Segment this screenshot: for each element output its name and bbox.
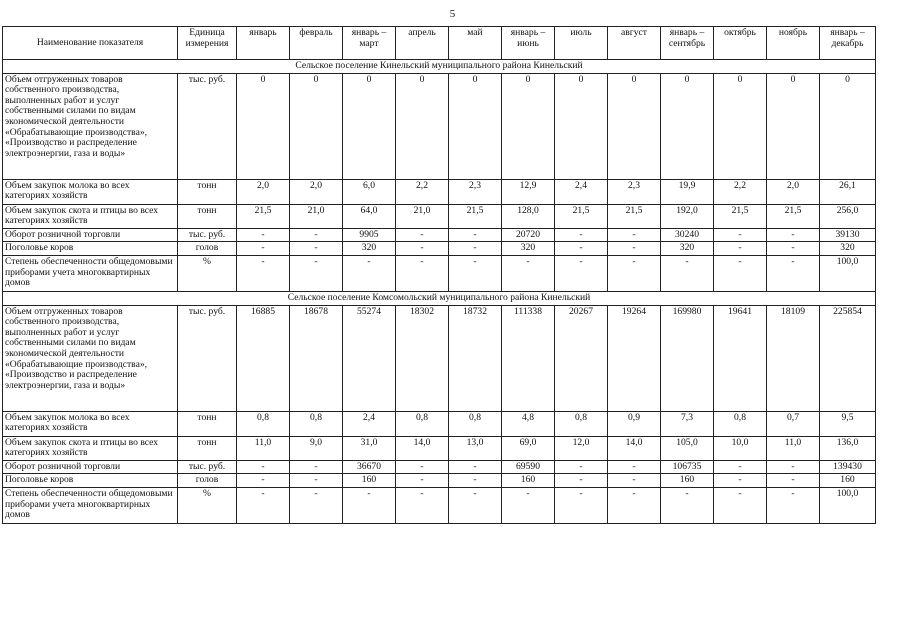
value-cell: 100,0 — [820, 255, 876, 291]
value-cell: - — [290, 242, 343, 256]
value-cell: 9,0 — [290, 436, 343, 460]
value-cell: 111338 — [502, 305, 555, 411]
value-cell: 0 — [714, 73, 767, 179]
value-cell: 0,8 — [290, 411, 343, 436]
value-cell: 18302 — [396, 305, 449, 411]
value-cell: 10,0 — [714, 436, 767, 460]
value-cell: - — [608, 460, 661, 474]
value-cell: 160 — [820, 474, 876, 488]
page-number: 5 — [449, 8, 456, 20]
value-cell: 0 — [608, 73, 661, 179]
value-cell: 2,2 — [714, 179, 767, 204]
indicator-unit: тонн — [178, 204, 237, 228]
indicator-unit: голов — [178, 474, 237, 488]
value-cell: - — [449, 487, 502, 523]
value-cell: 0 — [767, 73, 820, 179]
table-row — [3, 436, 876, 460]
value-cell: 100,0 — [820, 487, 876, 523]
value-cell: 21,5 — [555, 204, 608, 228]
value-cell: 18678 — [290, 305, 343, 411]
value-cell: - — [290, 460, 343, 474]
table-row — [3, 242, 876, 256]
indicator-unit: % — [178, 487, 237, 523]
value-cell: - — [714, 242, 767, 256]
value-cell: - — [237, 242, 290, 256]
indicator-name: Объем закупок молока во всех категориях хозяйств — [3, 179, 178, 204]
value-cell: - — [449, 255, 502, 291]
value-cell: - — [449, 228, 502, 242]
value-cell: - — [396, 487, 449, 523]
value-cell: - — [290, 255, 343, 291]
value-cell: 169980 — [661, 305, 714, 411]
value-cell: 16885 — [237, 305, 290, 411]
value-cell: - — [555, 255, 608, 291]
value-cell: 4,8 — [502, 411, 555, 436]
header-name: Наименование показателя — [3, 27, 178, 60]
value-cell: - — [237, 474, 290, 488]
value-cell: 11,0 — [237, 436, 290, 460]
value-cell: - — [767, 474, 820, 488]
value-cell: 11,0 — [767, 436, 820, 460]
indicator-name: Объем отгруженных товаров собственного производства, выполненных работ и услуг собственными силами по видам экономической деятельности «Обрабатывающие производства», «Производство и распределение электроэнергии, газа и воды» — [3, 305, 178, 411]
value-cell: 19,9 — [661, 179, 714, 204]
value-cell: 0,8 — [449, 411, 502, 436]
value-cell: - — [290, 474, 343, 488]
value-cell: 160 — [343, 474, 396, 488]
value-cell: 13,0 — [449, 436, 502, 460]
value-cell: 21,5 — [237, 204, 290, 228]
value-cell: - — [714, 474, 767, 488]
header-month: апрель — [396, 27, 449, 60]
indicator-name: Поголовье коров — [3, 474, 178, 488]
value-cell: - — [237, 228, 290, 242]
header-month: октябрь — [714, 27, 767, 60]
value-cell: 20720 — [502, 228, 555, 242]
value-cell: 2,4 — [555, 179, 608, 204]
header-month: январь – март — [343, 27, 396, 60]
value-cell: - — [608, 242, 661, 256]
header-month: январь – декабрь — [820, 27, 876, 60]
value-cell: - — [767, 242, 820, 256]
value-cell: - — [767, 460, 820, 474]
header-month: февраль — [290, 27, 343, 60]
value-cell: 0 — [343, 73, 396, 179]
value-cell: 0 — [237, 73, 290, 179]
value-cell: - — [237, 255, 290, 291]
value-cell: - — [555, 474, 608, 488]
indicator-name: Объем закупок скота и птицы во всех категориях хозяйств — [3, 204, 178, 228]
value-cell: - — [714, 255, 767, 291]
value-cell: - — [555, 487, 608, 523]
value-cell: 160 — [661, 474, 714, 488]
value-cell: 0,8 — [714, 411, 767, 436]
value-cell: - — [714, 228, 767, 242]
value-cell: 55274 — [343, 305, 396, 411]
value-cell: - — [608, 228, 661, 242]
value-cell: 12,0 — [555, 436, 608, 460]
header-month: май — [449, 27, 502, 60]
value-cell: - — [396, 474, 449, 488]
value-cell: 0,7 — [767, 411, 820, 436]
value-cell: - — [608, 255, 661, 291]
value-cell: - — [290, 487, 343, 523]
indicator-unit: % — [178, 255, 237, 291]
table-row — [3, 255, 876, 291]
value-cell: - — [343, 255, 396, 291]
indicator-unit: тонн — [178, 436, 237, 460]
value-cell: - — [767, 487, 820, 523]
indicator-name: Поголовье коров — [3, 242, 178, 256]
value-cell: 18109 — [767, 305, 820, 411]
value-cell: 2,4 — [343, 411, 396, 436]
value-cell: 128,0 — [502, 204, 555, 228]
value-cell: 0 — [555, 73, 608, 179]
table-row — [3, 460, 876, 474]
value-cell: 320 — [661, 242, 714, 256]
value-cell: 9905 — [343, 228, 396, 242]
value-cell: - — [396, 242, 449, 256]
value-cell: - — [661, 487, 714, 523]
indicator-name: Объем отгруженных товаров собственного производства, выполненных работ и услуг собственными силами по видам экономической деятельности «Обрабатывающие производства», «Производство и распределение электроэнергии, газа и воды» — [3, 73, 178, 179]
value-cell: 0 — [449, 73, 502, 179]
value-cell: 320 — [502, 242, 555, 256]
value-cell: 225854 — [820, 305, 876, 411]
indicator-name: Объем закупок молока во всех категориях хозяйств — [3, 411, 178, 436]
table-row — [3, 179, 876, 204]
table-row — [3, 474, 876, 488]
value-cell: 0 — [820, 73, 876, 179]
value-cell: 7,3 — [661, 411, 714, 436]
value-cell: 69590 — [502, 460, 555, 474]
value-cell: - — [502, 255, 555, 291]
value-cell: 2,0 — [290, 179, 343, 204]
indicator-name: Объем закупок скота и птицы во всех категориях хозяйств — [3, 436, 178, 460]
value-cell: - — [608, 487, 661, 523]
value-cell: 21,0 — [290, 204, 343, 228]
value-cell: 9,5 — [820, 411, 876, 436]
value-cell: 320 — [820, 242, 876, 256]
header-month: ноябрь — [767, 27, 820, 60]
value-cell: - — [714, 487, 767, 523]
value-cell: 12,9 — [502, 179, 555, 204]
value-cell: 21,5 — [449, 204, 502, 228]
value-cell: 69,0 — [502, 436, 555, 460]
value-cell: - — [555, 242, 608, 256]
indicator-unit: тонн — [178, 179, 237, 204]
value-cell: 30240 — [661, 228, 714, 242]
value-cell: 192,0 — [661, 204, 714, 228]
section-title: Сельское поселение Комсомольский муниципального района Кинельский — [3, 291, 876, 305]
value-cell: 256,0 — [820, 204, 876, 228]
table-row — [3, 305, 876, 411]
value-cell: - — [396, 228, 449, 242]
value-cell: 21,5 — [767, 204, 820, 228]
value-cell: 0,8 — [396, 411, 449, 436]
value-cell: - — [608, 474, 661, 488]
value-cell: - — [555, 228, 608, 242]
indicators-table — [2, 26, 876, 524]
value-cell: 64,0 — [343, 204, 396, 228]
value-cell: 0,9 — [608, 411, 661, 436]
value-cell: 2,0 — [767, 179, 820, 204]
value-cell: 0,8 — [555, 411, 608, 436]
section-header-row — [3, 60, 876, 74]
value-cell: - — [767, 255, 820, 291]
value-cell: - — [396, 460, 449, 474]
value-cell: 21,5 — [608, 204, 661, 228]
value-cell: 39130 — [820, 228, 876, 242]
section-header-row — [3, 291, 876, 305]
value-cell: 160 — [502, 474, 555, 488]
value-cell: 6,0 — [343, 179, 396, 204]
value-cell: 320 — [343, 242, 396, 256]
value-cell: 136,0 — [820, 436, 876, 460]
table-row — [3, 411, 876, 436]
indicator-unit: тонн — [178, 411, 237, 436]
table-row — [3, 487, 876, 523]
value-cell: 14,0 — [396, 436, 449, 460]
value-cell: 0 — [502, 73, 555, 179]
value-cell: 18732 — [449, 305, 502, 411]
table-row — [3, 73, 876, 179]
value-cell: 139430 — [820, 460, 876, 474]
header-month: август — [608, 27, 661, 60]
value-cell: 2,2 — [396, 179, 449, 204]
header-month: июль — [555, 27, 608, 60]
value-cell: - — [343, 487, 396, 523]
value-cell: - — [449, 474, 502, 488]
value-cell: 106735 — [661, 460, 714, 474]
value-cell: - — [714, 460, 767, 474]
value-cell: 36670 — [343, 460, 396, 474]
value-cell: 2,3 — [449, 179, 502, 204]
value-cell: - — [396, 255, 449, 291]
value-cell: 21,0 — [396, 204, 449, 228]
value-cell: 2,3 — [608, 179, 661, 204]
value-cell: 21,5 — [714, 204, 767, 228]
indicator-unit: тыс. руб. — [178, 460, 237, 474]
section-title: Сельское поселение Кинельский муниципального района Кинельский — [3, 60, 876, 74]
header-month: январь – сентябрь — [661, 27, 714, 60]
value-cell: - — [767, 228, 820, 242]
value-cell: 19641 — [714, 305, 767, 411]
indicator-unit: тыс. руб. — [178, 305, 237, 411]
value-cell: - — [555, 460, 608, 474]
value-cell: 31,0 — [343, 436, 396, 460]
value-cell: - — [237, 487, 290, 523]
value-cell: - — [237, 460, 290, 474]
table-row — [3, 228, 876, 242]
value-cell: 19264 — [608, 305, 661, 411]
value-cell: 26,1 — [820, 179, 876, 204]
value-cell: 0 — [661, 73, 714, 179]
indicator-unit: тыс. руб. — [178, 228, 237, 242]
header-unit: Единица измерения — [178, 27, 237, 60]
table-row — [3, 204, 876, 228]
indicator-name: Оборот розничной торговли — [3, 228, 178, 242]
value-cell: - — [449, 242, 502, 256]
indicator-name: Степень обеспеченности общедомовыми приборами учета многоквартирных домов — [3, 255, 178, 291]
value-cell: 14,0 — [608, 436, 661, 460]
header-month: январь – июнь — [502, 27, 555, 60]
indicator-name: Степень обеспеченности общедомовыми приборами учета многоквартирных домов — [3, 487, 178, 523]
indicator-name: Оборот розничной торговли — [3, 460, 178, 474]
value-cell: - — [449, 460, 502, 474]
header-row — [3, 27, 876, 60]
value-cell: 2,0 — [237, 179, 290, 204]
indicator-unit: тыс. руб. — [178, 73, 237, 179]
value-cell: - — [502, 487, 555, 523]
header-month: январь — [237, 27, 290, 60]
value-cell: - — [661, 255, 714, 291]
value-cell: - — [290, 228, 343, 242]
value-cell: 20267 — [555, 305, 608, 411]
value-cell: 105,0 — [661, 436, 714, 460]
value-cell: 0 — [290, 73, 343, 179]
value-cell: 0,8 — [237, 411, 290, 436]
indicator-unit: голов — [178, 242, 237, 256]
value-cell: 0 — [396, 73, 449, 179]
